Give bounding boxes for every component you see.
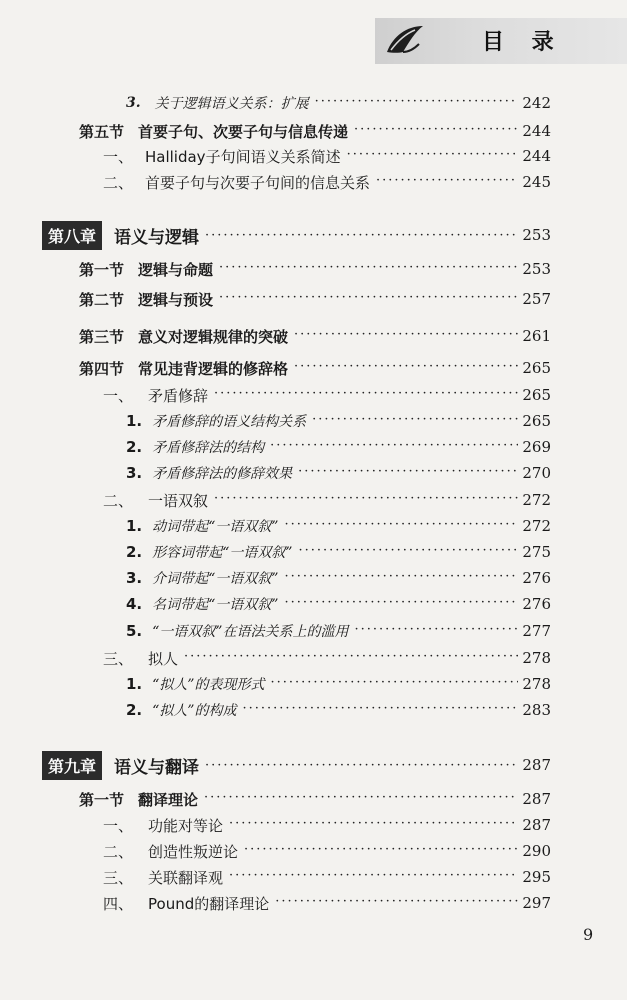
dot-leader (184, 646, 518, 671)
toc-entry[interactable] (103, 382, 551, 408)
chapter-entry[interactable] (42, 220, 551, 250)
dot-leader (315, 91, 519, 116)
chapter-label: 第八章 (42, 221, 102, 250)
dot-leader (214, 383, 518, 408)
toc-entry[interactable] (126, 408, 551, 434)
entry-number: 二、 (103, 173, 134, 192)
dot-leader (284, 592, 518, 617)
toc-entry[interactable] (103, 864, 551, 890)
toc-entry[interactable] (79, 323, 551, 349)
toc-entry[interactable] (103, 645, 551, 671)
entry-number: 第三节 (79, 327, 125, 346)
toc-entry[interactable] (103, 487, 551, 513)
toc-entry[interactable] (126, 565, 551, 591)
entry-number: 2. (126, 701, 143, 719)
dot-leader (284, 566, 518, 591)
entry-title: 逻辑与命题 (138, 260, 214, 279)
toc-entry[interactable] (79, 355, 551, 381)
entry-page: 265 (522, 386, 551, 404)
entry-page: 253 (522, 260, 551, 278)
entry-title: 一语双叙 (148, 491, 209, 510)
entry-page: 295 (522, 868, 551, 886)
entry-title: 创造性叛逆论 (148, 842, 239, 861)
toc-entry[interactable] (126, 90, 551, 116)
dot-leader (275, 891, 518, 916)
entry-number: 二、 (103, 842, 134, 861)
toc-entry[interactable] (103, 169, 551, 195)
toc-entry[interactable] (126, 434, 551, 460)
toc-entry[interactable] (103, 143, 551, 169)
entry-title: Halliday子句间语义关系简述 (145, 147, 341, 166)
entry-page: 275 (522, 543, 551, 561)
entry-page: 245 (522, 173, 551, 191)
dot-leader (298, 461, 518, 486)
dot-leader (219, 287, 518, 312)
entry-page: 253 (522, 226, 551, 244)
toc-entry[interactable] (79, 256, 551, 282)
toc-entry[interactable] (103, 890, 551, 916)
entry-page: 261 (522, 327, 551, 345)
chapter-title: 语义与翻译 (114, 757, 200, 778)
entry-number: 第五节 (79, 122, 125, 141)
entry-title: 形容词带起“一语双叙” (152, 545, 293, 561)
dot-leader (354, 619, 518, 644)
entry-page: 283 (522, 701, 551, 719)
entry-number: 三、 (103, 649, 134, 668)
entry-number: 3. (126, 569, 143, 587)
entry-number: 2. (126, 543, 143, 561)
entry-number: 5. (126, 622, 143, 640)
chapter-title: 语义与逻辑 (114, 227, 200, 248)
toc-entry[interactable] (126, 671, 551, 697)
entry-title: “一语双叙”在语法关系上的滥用 (152, 624, 349, 640)
entry-number: 1. (126, 517, 143, 535)
entry-title: 意义对逻辑规律的突破 (138, 327, 289, 346)
toc-entry[interactable] (79, 286, 551, 312)
dot-leader (244, 839, 518, 864)
entry-page: 287 (522, 756, 551, 774)
entry-number: 三、 (103, 868, 134, 887)
toc-entry[interactable] (79, 786, 551, 812)
entry-page: 272 (522, 491, 551, 509)
entry-page: 278 (522, 649, 551, 667)
dot-leader (312, 409, 518, 434)
dot-leader (204, 787, 518, 812)
chapter-label: 第九章 (42, 751, 102, 780)
entry-title: 功能对等论 (148, 816, 224, 835)
page-title: 目 录 (482, 29, 564, 55)
toc-entry[interactable] (79, 118, 551, 144)
entry-number: 1. (126, 675, 143, 693)
entry-page: 244 (522, 147, 551, 165)
entry-page: 257 (522, 290, 551, 308)
toc-entry[interactable] (126, 618, 551, 644)
toc-entry[interactable] (126, 697, 551, 723)
dot-leader (242, 698, 518, 723)
entry-title: 介词带起“一语双叙” (152, 571, 279, 587)
dot-leader (298, 540, 518, 565)
toc-entry[interactable] (126, 539, 551, 565)
entry-page: 272 (522, 517, 551, 535)
dot-leader (294, 356, 518, 381)
entry-page: 265 (522, 359, 551, 377)
entry-title: 首要子句与次要子句间的信息关系 (145, 173, 371, 192)
entry-number: 一、 (103, 816, 134, 835)
entry-title: 矛盾修辞法的修辞效果 (152, 466, 293, 482)
entry-page: 287 (522, 816, 551, 834)
entry-title: 名词带起“一语双叙” (152, 597, 279, 613)
entry-number: 2. (126, 438, 143, 456)
entry-title: Pound的翻译理论 (148, 894, 270, 913)
dot-leader (284, 514, 518, 539)
dot-leader (205, 755, 518, 780)
toc-entry[interactable] (126, 591, 551, 617)
entry-page: 290 (522, 842, 551, 860)
dot-leader (229, 865, 518, 890)
dot-leader (214, 488, 518, 513)
entry-number: 3. (126, 95, 141, 111)
dot-leader (294, 324, 518, 349)
entry-number: 1. (126, 412, 143, 430)
toc-entry[interactable] (103, 838, 551, 864)
entry-title: 矛盾修辞 (148, 386, 209, 405)
entry-number: 二、 (103, 491, 134, 510)
entry-number: 第一节 (79, 790, 125, 809)
entry-page: 270 (522, 464, 551, 482)
entry-page: 287 (522, 790, 551, 808)
entry-number: 一、 (103, 147, 134, 166)
entry-page: 276 (522, 595, 551, 613)
entry-title: 关联翻译观 (148, 868, 224, 887)
dot-leader (376, 170, 518, 195)
entry-page: 244 (522, 122, 551, 140)
entry-title: 常见违背逻辑的修辞格 (138, 359, 289, 378)
entry-number: 四、 (103, 894, 134, 913)
entry-title: 翻译理论 (138, 790, 199, 809)
page-number: 9 (583, 925, 594, 944)
entry-title: 矛盾修辞的语义结构关系 (152, 414, 307, 430)
entry-number: 一、 (103, 386, 134, 405)
entry-page: 297 (522, 894, 551, 912)
entry-number: 3. (126, 464, 143, 482)
entry-title: 首要子句、次要子句与信息传递 (138, 122, 349, 141)
entry-title: “拟人”的构成 (152, 703, 237, 719)
toc-entry[interactable] (103, 812, 551, 838)
toc-entry[interactable] (126, 460, 551, 486)
entry-page: 276 (522, 569, 551, 587)
entry-page: 277 (522, 622, 551, 640)
dot-leader (270, 672, 518, 697)
dot-leader (270, 435, 518, 460)
entry-page: 242 (522, 94, 551, 112)
entry-title: 关于逻辑语义关系：扩展 (154, 96, 309, 112)
chapter-entry[interactable] (42, 750, 551, 780)
entry-title: 逻辑与预设 (138, 290, 214, 309)
toc-entry[interactable] (126, 513, 551, 539)
entry-number: 第二节 (79, 290, 125, 309)
dot-leader (229, 813, 518, 838)
entry-page: 269 (522, 438, 551, 456)
dot-leader (219, 257, 518, 282)
entry-title: “拟人”的表现形式 (152, 677, 265, 693)
dot-leader (354, 119, 518, 144)
entry-number: 第四节 (79, 359, 125, 378)
entry-number: 4. (126, 595, 143, 613)
entry-number: 第一节 (79, 260, 125, 279)
entry-page: 265 (522, 412, 551, 430)
entry-title: 拟人 (148, 649, 179, 668)
entry-title: 动词带起“一语双叙” (152, 519, 279, 535)
entry-page: 278 (522, 675, 551, 693)
dot-leader (347, 144, 519, 169)
entry-title: 矛盾修辞法的结构 (152, 440, 265, 456)
dot-leader (205, 225, 518, 250)
